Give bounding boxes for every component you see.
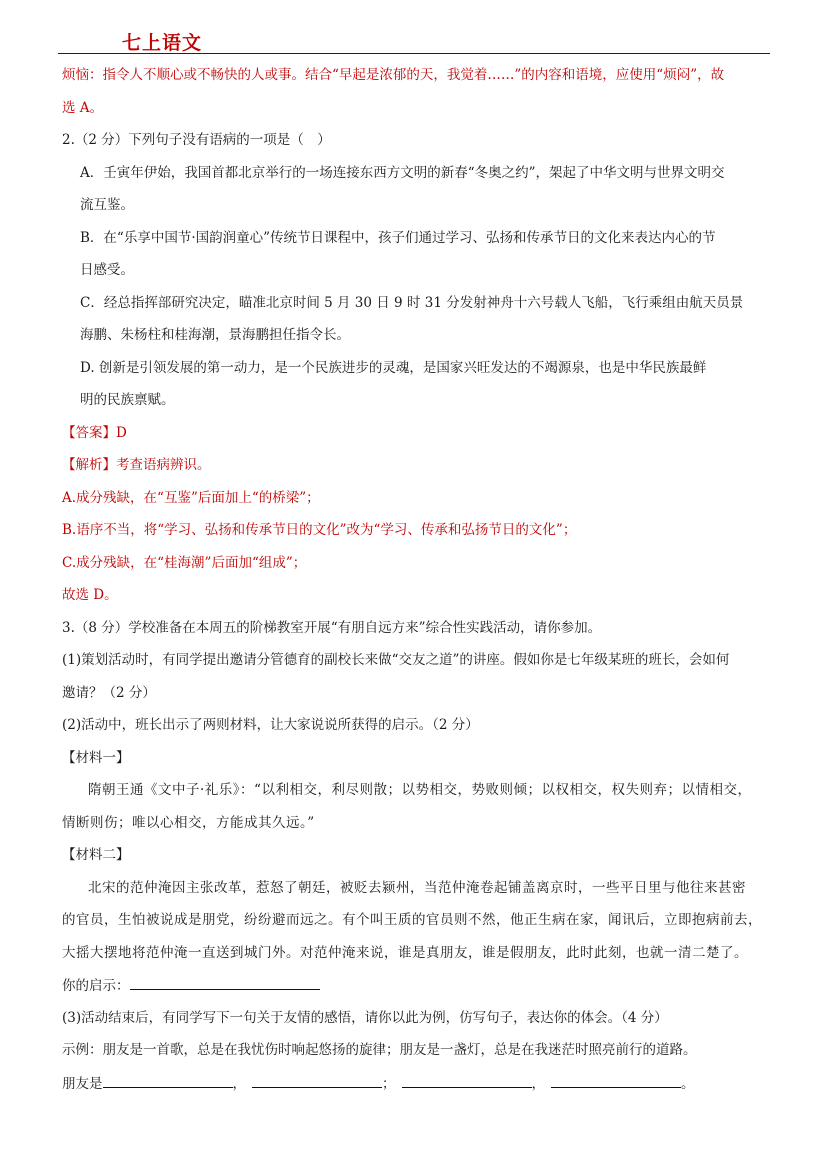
q3-fill-blank-4[interactable]	[551, 1074, 681, 1088]
q2-option-c-line2: 海鹏、朱杨柱和桂海潮，景海鹏担任指令长。	[80, 327, 350, 343]
q3-fill-blank-1[interactable]	[103, 1074, 233, 1088]
q3-part1-line1: (1)策划活动时，有同学提出邀请分管德育的副校长来做“交友之道”的讲座。假如你是七年级某班的班长，会如何	[62, 652, 730, 668]
q2-answer: 【答案】D	[62, 425, 127, 441]
q3-part1-line2: 邀请？（2 分）	[62, 685, 156, 701]
q3-fill-blank-2[interactable]	[252, 1074, 382, 1088]
q3-fill-blank-3[interactable]	[402, 1074, 532, 1088]
q3-part2: (2)活动中，班长出示了两则材料，让大家说说所获得的启示。（2 分）	[62, 717, 479, 733]
q3-insight	[62, 976, 320, 995]
q2-analysis-label: 【解析】	[62, 457, 116, 473]
q2-option-a-line2: 流互鉴。	[80, 197, 134, 213]
q3-fill-end: 。	[681, 1076, 695, 1092]
q2-option-d-line2: 明的民族禀赋。	[80, 392, 175, 408]
q2-option-b-line1: B．在“乐享中国节·国韵润童心”传统节日课程中，孩子们通过学习、弘扬和传承节日的文化来表达内心的节	[80, 230, 716, 246]
q2-option-c-line1: C．经总指挥部研究决定，瞄准北京时间 5 月 30 日 9 时 31 分发射神舟十六号载人飞船，飞行乘组由航天员景	[80, 295, 744, 311]
q3-example: 示例：朋友是一首歌，总是在我忧伤时响起悠扬的旋律；朋友是一盏灯，总是在我迷茫时照亮前行的道路。	[62, 1042, 697, 1058]
q2-explanation-b: B.语序不当，将“学习、弘扬和传承节日的文化”改为“学习、传承和弘扬节日的文化”；	[62, 522, 577, 538]
q3-stem: 3.（8 分）学校准备在本周五的阶梯教室开展“有朋自远方来”综合性实践活动，请你参加。	[62, 620, 602, 636]
q2-conclusion: 故选 D。	[62, 587, 118, 603]
q2-explanation-a: A.成分残缺，在“互鉴”后面加上“的桥梁”；	[62, 490, 320, 506]
q3-fill-sep1: ，	[232, 1076, 246, 1092]
q1-explanation-line1: 烦恼：指令人不顺心或不畅快的人或事。结合“早起是浓郁的天，我觉着……”的内容和语境，应使用“烦闷”，故	[62, 67, 725, 83]
q2-option-d-line1: D. 创新是引领发展的第一动力，是一个民族进步的灵魂，是国家兴旺发达的不竭源泉，也是中华民族最鲜	[80, 360, 707, 376]
q3-fill-sep2: ；	[382, 1076, 396, 1092]
q2-option-a-line1: A．壬寅年伊始，我国首都北京举行的一场连接东西方文明的新春“冬奥之约”，架起了中华文明与世界文明交	[80, 165, 725, 181]
q2-analysis	[62, 456, 211, 474]
q3-fill-in	[62, 1074, 695, 1093]
q2-explanation-c: C.成分残缺，在“桂海潮”后面加“组成”；	[62, 555, 307, 571]
q2-stem: 2.（2 分）下列句子没有语病的一项是（ ）	[62, 132, 331, 148]
q3-fill-sep3: ，	[531, 1076, 545, 1092]
q2-analysis-text: 考查语病辨识。	[116, 457, 211, 473]
q2-option-b-line2: 日感受。	[80, 262, 134, 278]
q3-material1-label: 【材料一】	[62, 750, 130, 766]
q3-material2-label: 【材料二】	[62, 847, 130, 863]
q3-insight-blank[interactable]	[130, 976, 320, 990]
q3-material2-line1: 北宋的范仲淹因主张改革，惹怒了朝廷，被贬去颍州，当范仲淹卷起铺盖离京时，一些平日里与他往来甚密	[88, 880, 746, 896]
q3-material1-line1: 隋朝王通《文中子·礼乐》：“以利相交，利尽则散；以势相交，势败则倾；以权相交，权失则弃；以情相交，	[88, 782, 752, 798]
q3-part3: (3)活动结束后，有同学写下一句关于友情的感悟，请你以此为例，仿写句子，表达你的体会。（4 分）	[62, 1010, 668, 1026]
header-divider	[58, 53, 770, 54]
q3-insight-label: 你的启示：	[62, 978, 130, 994]
q3-material2-line3: 大摇大摆地将范仲淹一直送到城门外。对范仲淹来说，谁是真朋友，谁是假朋友，此时此刻，也就一清二楚了。	[62, 945, 748, 961]
q3-material1-line2: 情断则伤；唯以心相交，方能成其久远。”	[62, 815, 315, 831]
page-header-title: 七上语文	[122, 32, 203, 54]
q3-fill-label: 朋友是	[62, 1076, 103, 1092]
q1-explanation-line2: 选 A。	[62, 100, 104, 116]
q3-material2-line2: 的官员，生怕被说成是朋党，纷纷避而远之。有个叫王质的官员则不然，他正生病在家，闻讯后，立即抱病前去，	[62, 912, 762, 928]
